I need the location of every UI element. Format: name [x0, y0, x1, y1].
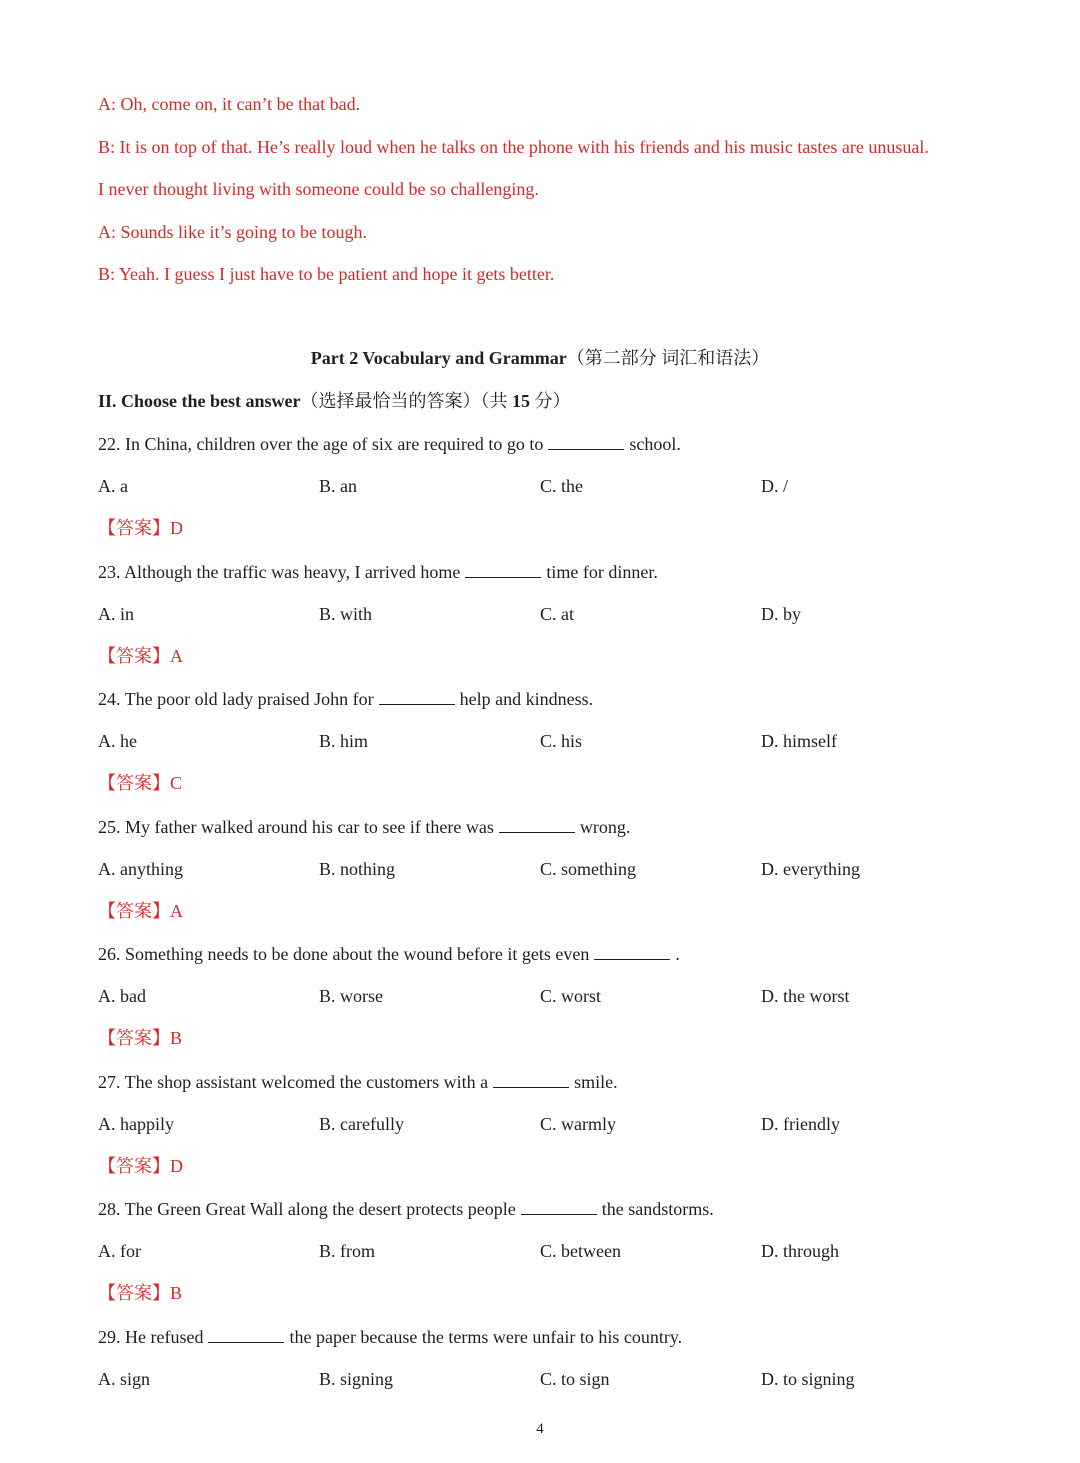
question-text: 26. Something needs to be done about the wound before it gets even	[98, 944, 590, 964]
option-d: D. friendly	[761, 1114, 840, 1134]
answer-label: 【答案】	[98, 901, 170, 921]
option-d: D. himself	[761, 731, 837, 751]
option-a: A. happily	[98, 1114, 174, 1134]
question-text: 29. He refused	[98, 1327, 204, 1347]
option-c: C. warmly	[540, 1114, 616, 1134]
option-b: B. carefully	[319, 1114, 404, 1134]
dialogue-line: A: Sounds like it’s going to be tough.	[98, 222, 368, 242]
answer-blank	[594, 944, 670, 960]
answer-value: D	[170, 1156, 183, 1176]
answer-label: 【答案】	[98, 646, 170, 666]
question-stem	[98, 432, 681, 456]
question-stem	[98, 1197, 714, 1221]
question-stem	[98, 942, 680, 966]
answer-label: 【答案】	[98, 1283, 170, 1303]
option-a: A. a	[98, 476, 128, 496]
option-d: D. /	[761, 476, 788, 496]
option-a: A. he	[98, 731, 137, 751]
option-b: B. from	[319, 1241, 375, 1261]
question-text: 24. The poor old lady praised John for	[98, 689, 374, 709]
page-number: 4	[536, 1421, 544, 1437]
option-a: A. sign	[98, 1369, 151, 1389]
option-c: C. worst	[540, 986, 602, 1006]
section-title	[98, 389, 571, 413]
option-d: D. to signing	[761, 1369, 855, 1389]
answer-blank	[493, 1072, 569, 1088]
option-b: B. him	[319, 731, 369, 751]
answer-blank	[499, 817, 575, 833]
answer-blank	[208, 1327, 284, 1343]
option-d: D. the worst	[761, 986, 850, 1006]
option-c: C. at	[540, 604, 574, 624]
question-text: 22. In China, children over the age of six are required to go to	[98, 434, 544, 454]
answer-value: C	[170, 773, 183, 793]
answer-value: A	[170, 646, 183, 666]
question-text-after: smile.	[574, 1072, 618, 1092]
answer-key	[98, 1154, 183, 1178]
answer-label: 【答案】	[98, 773, 170, 793]
answer-value: A	[170, 901, 183, 921]
option-b: B. an	[319, 476, 357, 496]
option-d: D. everything	[761, 859, 860, 879]
answer-value: D	[170, 518, 183, 538]
option-b: B. nothing	[319, 859, 396, 879]
answer-blank	[379, 689, 455, 705]
answer-label: 【答案】	[98, 518, 170, 538]
question-stem	[98, 815, 630, 839]
question-text-after: school.	[629, 434, 681, 454]
question-stem	[98, 687, 593, 711]
answer-key	[98, 899, 183, 923]
question-stem	[98, 1325, 682, 1349]
part-heading	[0, 346, 1080, 370]
option-c: C. to sign	[540, 1369, 610, 1389]
option-c: C. between	[540, 1241, 621, 1261]
question-text-after: time for dinner.	[546, 562, 658, 582]
question-text-after: wrong.	[579, 817, 631, 837]
section-title-en: II. Choose the best answer	[98, 391, 301, 411]
part-heading-en: Part 2 Vocabulary and Grammar	[310, 348, 567, 368]
answer-key	[98, 516, 183, 540]
question-text: 25. My father walked around his car to see if there was	[98, 817, 494, 837]
question-text-after: .	[675, 944, 680, 964]
option-c: C. something	[540, 859, 637, 879]
answer-blank	[465, 562, 541, 578]
answer-blank	[548, 434, 624, 450]
option-d: D. through	[761, 1241, 839, 1261]
question-text: 23. Although the traffic was heavy, I arrived home	[98, 562, 461, 582]
option-d: D. by	[761, 604, 801, 624]
question-text-after: the paper because the terms were unfair to his country.	[289, 1327, 683, 1347]
answer-label: 【答案】	[98, 1156, 170, 1176]
option-b: B. with	[319, 604, 373, 624]
section-title-cn: （选择最恰当的答案）（共	[300, 391, 512, 411]
option-c: C. the	[540, 476, 583, 496]
option-c: C. his	[540, 731, 583, 751]
answer-key	[98, 1281, 182, 1305]
part-heading-cn: （第二部分 词汇和语法）	[566, 348, 770, 368]
section-title-cn-end: 分）	[530, 391, 571, 411]
option-a: A. anything	[98, 859, 183, 879]
answer-value: B	[170, 1028, 183, 1048]
dialogue-line: B: Yeah. I guess I just have to be patient and hope it gets better.	[98, 264, 555, 284]
question-text: 28. The Green Great Wall along the desert protects people	[98, 1199, 516, 1219]
dialogue-line: I never thought living with someone could be so challenging.	[98, 179, 539, 199]
answer-label: 【答案】	[98, 1028, 170, 1048]
option-a: A. for	[98, 1241, 141, 1261]
dialogue-line: A: Oh, come on, it can’t be that bad.	[98, 94, 361, 114]
answer-key	[98, 1026, 182, 1050]
question-stem	[98, 560, 658, 584]
question-text-after: help and kindness.	[459, 689, 594, 709]
option-b: B. signing	[319, 1369, 394, 1389]
option-b: B. worse	[319, 986, 383, 1006]
question-text: 27. The shop assistant welcomed the customers with a	[98, 1072, 489, 1092]
section-score: 15	[512, 391, 530, 411]
option-a: A. bad	[98, 986, 146, 1006]
answer-blank	[521, 1199, 597, 1215]
answer-key	[98, 644, 183, 668]
question-text-after: the sandstorms.	[601, 1199, 714, 1219]
question-stem	[98, 1070, 618, 1094]
answer-key	[98, 771, 182, 795]
option-a: A. in	[98, 604, 134, 624]
dialogue-line: B: It is on top of that. He’s really loud when he talks on the phone with his friends and his music tastes are unusual.	[98, 137, 929, 157]
answer-value: B	[170, 1283, 183, 1303]
